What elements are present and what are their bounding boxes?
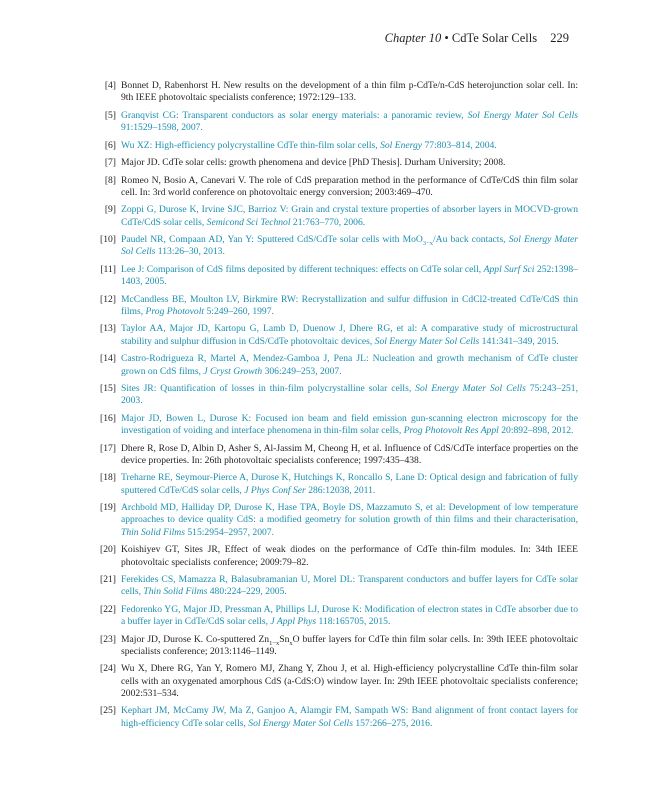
journal-name: Sol Energy Mater Sol Cells [121, 234, 578, 258]
reference-item [94, 663, 578, 700]
reference-item [94, 264, 578, 289]
journal-name: J Appl Phys [270, 616, 317, 628]
reference-text: Archbold MD, Halliday DP, Durose K, Hase TPA, Boyle DS, Mazzamuto S, et al: Development of low temperature approaches to device quality CdS: a modified geometry for solution growth of thin films and their characterisation, [121, 502, 578, 526]
reference-number: [22] [100, 603, 116, 615]
reference-number: [18] [100, 472, 116, 484]
reference-citation: 75:243–251, 2003. [121, 383, 578, 407]
reference-text: Major JD, Durose K. Co-sputtered Zn [121, 633, 270, 645]
page-number: 229 [550, 31, 569, 45]
reference-citation: 21:763–770, 2006. [290, 216, 366, 228]
reference-citation: 91:1529–1598, 2007. [121, 122, 203, 134]
formula-subscript: x [289, 639, 293, 647]
reference-citation: 20:892–898, 2012. [498, 425, 574, 437]
reference-text: Paudel NR, Compaan AD, Yan Y: Sputtered CdS/CdTe solar cells with MoO [121, 234, 423, 246]
reference-number: [12] [100, 293, 116, 305]
reference-list [94, 80, 578, 735]
reference-citation: 118:165705, 2015. [316, 616, 391, 628]
header-separator: • [444, 31, 449, 45]
reference-text: Dhere R, Rose D, Albin D, Asher S, Al-Jassim M, Cheong H, et al. Influence of CdS/CdTe interface properties on the device properties. In: 26th photovoltaic specialists conference; 1997:435–438. [121, 442, 578, 466]
reference-item [94, 204, 578, 229]
reference-item [94, 323, 578, 348]
reference-item [94, 705, 578, 730]
reference-text: Major JD, Bowen L, Durose K: Focused ion beam and field emission gun-scanning electron microscopy for the investigation of voiding and interface phenomena in thin-film solar cells, [121, 412, 578, 437]
reference-text: Granqvist CG: Transparent conductors as solar energy materials: a panoramic review, [121, 109, 468, 121]
reference-text: Ferekides CS, Mamazza R, Balasubramanian U, Morel DL: Transparent conductors and buffer layers for CdTe solar cells, [121, 573, 578, 598]
reference-text: Wu X, Dhere RG, Yan Y, Romero MJ, Zhang Y, Zhou J, et al. High-efficiency polycrystalline CdTe thin-film solar cells with an oxygenated amorphous CdS (a-CdS:O) window layer. In: 29th IEEE photovoltaic specialists conference; 2002:531–534. [121, 663, 578, 699]
reference-number: [25] [100, 705, 116, 717]
reference-link[interactable] [121, 140, 578, 152]
reference-item [94, 140, 578, 152]
chapter-label: Chapter 10 [384, 31, 442, 45]
reference-number: [5] [104, 109, 116, 121]
reference-citation: 77:803–814, 2004. [422, 139, 497, 151]
reference-text: Romeo N, Bosio A, Canevari V. The role of CdS preparation method in the performance of CdTe/CdS thin film solar cell. In: 3rd world conference on photovoltaic energy conversion; 2003:469–470. [121, 174, 578, 198]
reference-text: Koishiyev GT, Sites JR, Effect of weak diodes on the performance of CdTe thin-film modules. In: 34th IEEE photovoltaic specialists conference; 2009:79–82. [121, 544, 578, 568]
formula-subscript: 1−x [269, 639, 280, 647]
reference-citation: 5:249–260, 1997. [204, 305, 274, 317]
reference-body [121, 634, 578, 659]
reference-item [94, 383, 578, 408]
chapter-title: CdTe Solar Cells [451, 31, 538, 45]
reference-number: [14] [100, 353, 116, 365]
reference-text: Wu XZ: High-efficiency polycrystalline CdTe thin-film solar cells, [121, 139, 381, 151]
reference-citation: 286:12038, 2011. [305, 484, 376, 496]
reference-item [94, 234, 578, 259]
reference-number: [24] [100, 663, 116, 675]
reference-number: [13] [100, 323, 116, 335]
reference-text: McCandless BE, Moulton LV, Birkmire RW: Recrystallization and sulfur diffusion in CdCl2-treated CdTe/CdS thin films, [121, 293, 578, 317]
reference-text: Kephart JM, McCamy JW, Ma Z, Ganjoo A, Alamgir FM, Sampath WS: Band alignment of front contact layers for high-efficiency CdTe solar cells, [121, 705, 578, 729]
reference-link[interactable] [121, 705, 578, 730]
reference-link[interactable] [121, 264, 578, 289]
reference-number: [16] [100, 412, 116, 424]
journal-name: Sol Energy Mater Sol Cells [248, 717, 353, 729]
reference-link[interactable] [121, 502, 578, 539]
reference-citation: 252:1398–1403, 2005. [121, 263, 578, 288]
reference-link[interactable] [121, 383, 578, 408]
reference-number: [8] [104, 174, 116, 186]
reference-citation: 515:2954–2957, 2007. [184, 526, 274, 538]
reference-item [94, 80, 578, 105]
journal-name: Sol Energy Mater Sol Cells [467, 109, 578, 121]
reference-citation: 480:224–229, 2005. [207, 586, 287, 598]
reference-text: Fedorenko YG, Major JD, Pressman A, Phillips LJ, Durose K: Modification of electron states in CdTe absorber due to a buffer layer in CdTe/CdS solar cells, [121, 603, 578, 628]
reference-link[interactable] [121, 294, 578, 319]
reference-number: [21] [100, 573, 116, 585]
reference-item [94, 443, 578, 468]
journal-name: Sol Energy Mater Sol Cells [415, 383, 526, 394]
reference-item [94, 413, 578, 438]
reference-citation: O buffer layers for CdTe thin film solar cells. In: 39th IEEE photovoltaic specialists conference; 2013:1146–1149. [121, 633, 579, 657]
reference-text: Zoppi G, Durose K, Irvine SJC, Barrioz V: Grain and crystal texture properties of absorber layers in MOCVD-grown CdTe/CdS solar cells, [121, 204, 578, 228]
journal-name: Thin Solid Films [143, 586, 208, 598]
reference-citation: 157:266–275, 2016. [352, 717, 433, 729]
journal-name: Prog Photovolt Res Appl [403, 425, 499, 437]
reference-number: [7] [104, 157, 116, 169]
reference-number: [9] [104, 204, 116, 216]
reference-link[interactable] [121, 472, 578, 497]
reference-number: [6] [104, 139, 116, 151]
reference-link[interactable] [121, 204, 578, 229]
reference-item [94, 604, 578, 629]
reference-link[interactable] [121, 353, 578, 378]
reference-item [94, 157, 578, 169]
journal-name: Thin Solid Films [121, 526, 185, 538]
reference-text-cont: /Au back contacts, [433, 234, 509, 246]
reference-citation: 306:249–253, 2007. [262, 365, 342, 377]
reference-link[interactable] [121, 110, 578, 135]
reference-link[interactable] [121, 574, 578, 599]
reference-text: Taylor AA, Major JD, Kartopu G, Lamb D, Duenow J, Dhere RG, et al: A comparative study of microstructural stability and sulphur diffusion in CdS/CdTe photovoltaic devices, [121, 323, 578, 347]
formula-subscript: 3−x [422, 240, 433, 247]
reference-number: [4] [104, 80, 116, 91]
journal-name: Prog Photovolt [145, 305, 205, 317]
reference-number: [17] [100, 442, 116, 454]
reference-text: Sites JR: Quantification of losses in thin-film polycrystalline solar cells, [121, 383, 416, 394]
reference-item [94, 110, 578, 135]
journal-name: Sol Energy Mater Sol Cells [374, 335, 480, 347]
reference-item [94, 634, 578, 659]
reference-item [94, 574, 578, 599]
journal-name: J Phys Conf Ser [244, 484, 306, 496]
reference-item [94, 502, 578, 539]
reference-citation: 141:341–349, 2015. [479, 335, 559, 347]
reference-text-cont: Sn [279, 633, 290, 645]
reference-text: Treharne RE, Seymour-Pierce A, Durose K, Hutchings K, Roncallo S, Lane D: Optical design and fabrication of fully sputtered CdTe/CdS solar cells, [121, 472, 578, 496]
running-header [385, 31, 569, 46]
journal-name: Sol Energy [380, 139, 423, 151]
reference-item [94, 544, 578, 569]
reference-text: Bonnet D, Rabenhorst H. New results on the development of a thin film p-CdTe/n-CdS heterojunction solar cell. In: 9th IEEE photovoltaic specialists conference; 1972:129–133. [121, 80, 578, 104]
reference-text: Lee J: Comparison of CdS films deposited by different techniques: effects on CdTe solar cell, [121, 263, 484, 275]
reference-item [94, 175, 578, 200]
reference-item [94, 472, 578, 497]
reference-link[interactable] [121, 323, 578, 348]
reference-number: [19] [100, 502, 116, 514]
reference-text: Major JD. CdTe solar cells: growth phenomena and device [PhD Thesis]. Durham University; 2008. [121, 157, 506, 169]
reference-item [94, 353, 578, 378]
reference-link[interactable] [121, 413, 578, 438]
reference-link[interactable] [121, 234, 578, 259]
reference-number: [10] [100, 234, 116, 246]
reference-item [94, 294, 578, 319]
reference-link[interactable] [121, 604, 578, 629]
reference-number: [23] [100, 633, 116, 645]
reference-number: [15] [100, 383, 116, 394]
journal-name: Appl Surf Sci [483, 263, 535, 275]
journal-name: Semicond Sci Technol [206, 216, 291, 228]
reference-text: Castro-Rodrigueza R, Martel A, Mendez-Gamboa J, Pena JL: Nucleation and growth mechanism of CdTe cluster grown on CdS films, [121, 353, 578, 377]
journal-name: J Cryst Growth [203, 365, 263, 377]
reference-number: [20] [100, 544, 116, 556]
reference-citation: 113:26–30, 2013. [155, 246, 225, 258]
reference-number: [11] [100, 263, 116, 275]
